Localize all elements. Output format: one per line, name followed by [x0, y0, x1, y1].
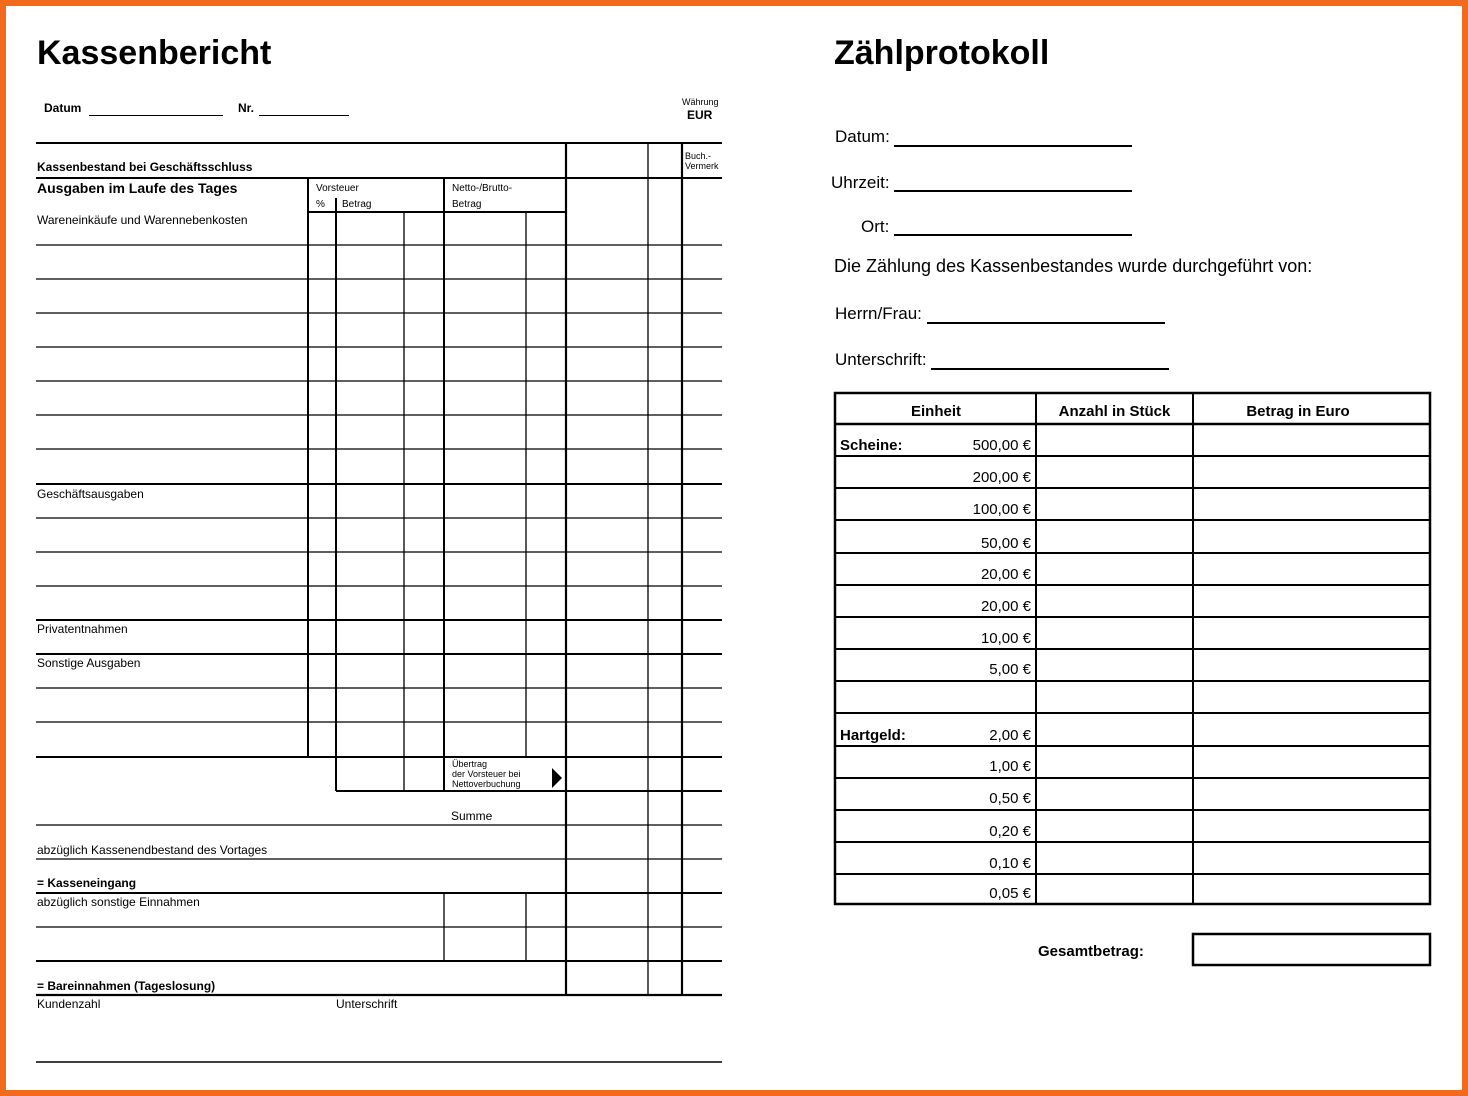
- vorsteuer-percent-label: %: [316, 199, 325, 210]
- kundenzahl-label: Kundenzahl: [37, 997, 101, 1011]
- datum-label-right: Datum:: [835, 127, 890, 146]
- wareneinkaeufe-label: Wareneinkäufe und Warennebenkosten: [37, 213, 248, 227]
- herr-frau-label: Herrn/Frau:: [835, 304, 922, 323]
- abzueglich-kassenend-label: abzüglich Kassenendbestand des Vortages: [37, 843, 268, 857]
- netto-betrag-label: Betrag: [452, 199, 482, 210]
- denomination-value: 0,50 €: [989, 790, 1031, 807]
- vorsteuer-label: Vorsteuer: [316, 183, 359, 194]
- uebertrag-label: Übertrag der Vorsteuer bei Nettoverbuchung: [452, 759, 521, 789]
- denomination-value: 200,00 €: [972, 469, 1031, 486]
- geschaeftsausgaben-label: Geschäftsausgaben: [37, 487, 144, 501]
- denomination-value: 0,20 €: [989, 823, 1031, 840]
- denomination-value: 2,00 €: [989, 727, 1031, 744]
- uhrzeit-label: Uhrzeit:: [831, 173, 890, 192]
- header-einheit: Einheit: [910, 403, 961, 420]
- denomination-value: 50,00 €: [980, 535, 1031, 552]
- ausgaben-label: Ausgaben im Laufe des Tages: [37, 180, 238, 196]
- nr-label: Nr.: [238, 101, 255, 115]
- kasseneingang-label: = Kasseneingang: [37, 876, 137, 890]
- denomination-value: 1,00 €: [989, 758, 1031, 775]
- denomination-value: 500,00 €: [972, 437, 1031, 454]
- unterschrift-label-right: Unterschrift:: [835, 350, 927, 369]
- hartgeld-label: Hartgeld:: [840, 727, 906, 744]
- vorsteuer-betrag-label: Betrag: [342, 199, 372, 210]
- datum-label: Datum: [44, 101, 82, 115]
- buch-vermerk-label: Buch.- Vermerk: [685, 151, 719, 171]
- privatentnahmen-label: Privatentnahmen: [37, 622, 128, 636]
- gesamtbetrag-label: Gesamtbetrag:: [1038, 943, 1144, 960]
- kassenbestand-label: Kassenbestand bei Geschäftsschluss: [37, 160, 253, 174]
- kassenbericht-title: Kassenbericht: [37, 34, 272, 72]
- denomination-value: 20,00 €: [980, 598, 1031, 615]
- header-betrag: Betrag in Euro: [1246, 403, 1350, 420]
- denomination-value: 20,00 €: [980, 566, 1031, 583]
- scheine-label: Scheine:: [840, 437, 903, 454]
- sonstige-ausgaben-label: Sonstige Ausgaben: [37, 656, 141, 670]
- waehrung-value: EUR: [687, 108, 713, 122]
- waehrung-label: Währung: [682, 97, 719, 107]
- zaehlung-text: Die Zählung des Kassenbestandes wurde durchgeführt von:: [834, 256, 1313, 276]
- denomination-value: 10,00 €: [980, 630, 1031, 647]
- denomination-value: 5,00 €: [989, 661, 1031, 678]
- bareinnahmen-label: = Bareinnahmen (Tageslosung): [37, 979, 216, 993]
- abzueglich-sonstige-label: abzüglich sonstige Einnahmen: [37, 895, 200, 909]
- denomination-value: 0,05 €: [989, 885, 1031, 902]
- unterschrift-label-left: Unterschrift: [336, 997, 398, 1011]
- denomination-value: 100,00 €: [972, 501, 1031, 518]
- header-anzahl: Anzahl in Stück: [1058, 403, 1171, 420]
- netto-label: Netto-/Brutto-: [452, 183, 513, 194]
- zaehlprotokoll-title: Zählprotokoll: [834, 34, 1050, 72]
- ort-label: Ort:: [861, 217, 890, 236]
- denomination-value: 0,10 €: [989, 855, 1031, 872]
- summe-label: Summe: [451, 809, 493, 823]
